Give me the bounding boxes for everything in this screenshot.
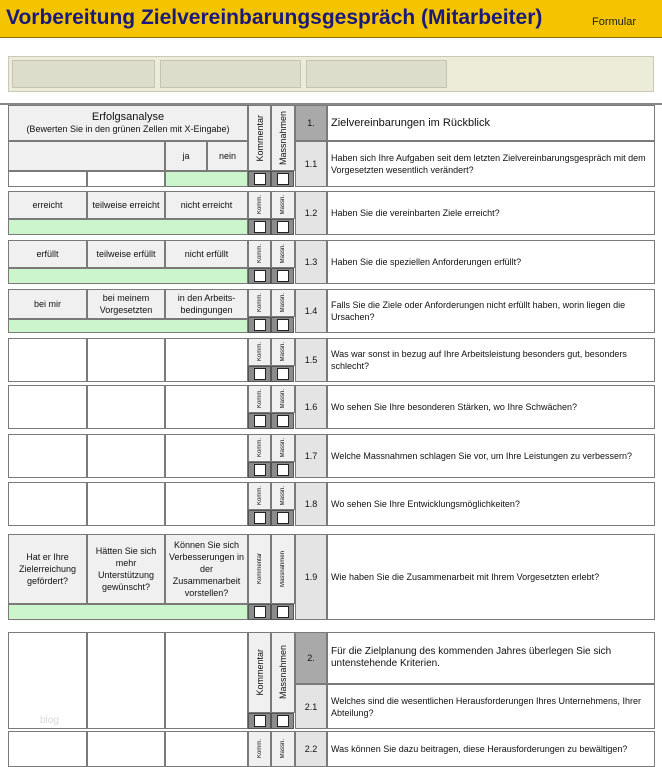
massn-short-header <box>271 240 295 268</box>
question-number <box>295 482 327 526</box>
question-text-text: Haben Sie die speziellen Anforderungen erfüllt? <box>331 257 522 267</box>
free-cell[interactable] <box>8 731 87 767</box>
checkbox[interactable] <box>254 464 266 476</box>
question-number-text: 2.1 <box>304 701 318 712</box>
checkbox[interactable] <box>254 173 266 185</box>
massnahmen-header <box>271 632 295 713</box>
question-text <box>327 534 655 620</box>
free-cell[interactable] <box>87 434 165 478</box>
no-header-text: nein <box>218 151 236 161</box>
checkbox[interactable] <box>254 368 266 380</box>
massn-short-header-text: Massn. <box>280 244 286 264</box>
question-text-text: Welche Massnahmen schlagen Sie vor, um Ihre Leistungen zu verbessern? <box>331 451 632 461</box>
massnahmen-checkbox <box>271 462 294 478</box>
checkbox[interactable] <box>277 270 289 282</box>
massn-short-header <box>271 289 295 317</box>
checkbox[interactable] <box>277 319 289 331</box>
section-number-text: 1. <box>307 118 315 128</box>
massn-short-header <box>271 482 295 510</box>
section-heading-text: Zielvereinbarungen im Rückblick <box>331 117 490 129</box>
free-cell[interactable] <box>87 338 165 382</box>
option-label <box>165 534 248 604</box>
question-number <box>295 684 327 729</box>
checkbox[interactable] <box>277 173 289 185</box>
massnahmen-header <box>271 105 295 171</box>
kommentar-checkbox-2-1 <box>248 713 271 729</box>
question-text-text: Haben sich Ihre Aufgaben seit dem letzten Zielvereinbarungsgespräch mit dem Vorgesetzten wesentlich verändert? <box>331 153 646 175</box>
kommentar-checkbox <box>248 268 271 284</box>
massnahmen-header-text: Massnahmen <box>280 550 286 588</box>
komm-short-header <box>248 434 271 462</box>
question-text-text: Wo sehen Sie Ihre besonderen Stärken, wo Ihre Schwächen? <box>331 402 577 412</box>
kommentar-checkbox-1-1 <box>248 171 271 187</box>
no-header <box>207 141 248 171</box>
question-text-text: Falls Sie die Ziele oder Anforderungen nicht erfüllt haben, worin liegen die Ursachen? <box>331 300 626 322</box>
kommentar-checkbox <box>248 604 271 620</box>
massnahmen-checkbox <box>271 510 294 526</box>
question-number-text: 2.2 <box>304 744 318 754</box>
massnahmen-checkbox <box>271 268 294 284</box>
question-number <box>295 434 327 478</box>
free-cell[interactable] <box>87 482 165 526</box>
massn-short-header-text: Massn. <box>280 195 286 215</box>
checkbox[interactable] <box>254 270 266 282</box>
komm-short-header <box>248 191 271 219</box>
checkbox[interactable] <box>277 512 289 524</box>
option-label <box>87 534 165 604</box>
section-number-text: 2. <box>307 653 315 663</box>
question-number <box>295 191 327 235</box>
komm-short-header <box>248 240 271 268</box>
option-label-text: bei mir <box>33 299 61 309</box>
question-text <box>327 684 655 729</box>
kommentar-header-text: Kommentar <box>254 114 265 162</box>
checkbox[interactable] <box>254 606 266 618</box>
checkbox[interactable] <box>277 606 289 618</box>
question-text-text: Welches sind die wesentlichen Herausforderungen Ihres Unternehmens, Ihrer Abteilung? <box>331 695 641 718</box>
komm-short-header-text: Komm. <box>256 389 263 409</box>
free-cell[interactable] <box>165 434 248 478</box>
option-label <box>8 289 87 319</box>
question-number-text: 1.6 <box>304 402 318 412</box>
massn-short-header-text: Massn. <box>280 438 286 458</box>
answer-row[interactable] <box>8 604 248 620</box>
blank-label <box>8 141 165 171</box>
free-cell[interactable] <box>165 482 248 526</box>
input-cell[interactable] <box>87 171 165 187</box>
free-cell[interactable] <box>8 338 87 382</box>
option-label <box>165 191 248 219</box>
question-number <box>295 731 327 767</box>
answer-row[interactable] <box>8 319 248 333</box>
massnahmen-checkbox-1-1 <box>271 171 294 187</box>
question-text <box>327 141 655 187</box>
checkbox[interactable] <box>254 415 266 427</box>
section-heading <box>327 632 655 684</box>
option-label-text: Hat er Ihre Zielerreichung gefördert? <box>18 552 77 586</box>
komm-short-header <box>248 385 271 413</box>
massn-short-header <box>271 434 295 462</box>
massnahmen-header-text: Massnahmen <box>278 110 288 166</box>
option-label-text: in den Arbeits-bedingungen <box>177 293 236 315</box>
kommentar-header-text: Kommentar <box>254 649 265 696</box>
checkbox[interactable] <box>277 415 289 427</box>
massn-short-header <box>271 731 295 767</box>
option-label-text: nicht erfüllt <box>184 249 229 259</box>
free-cell[interactable] <box>8 482 87 526</box>
kommentar-checkbox <box>248 317 271 333</box>
answer-row[interactable] <box>8 268 248 284</box>
question-text <box>327 240 655 284</box>
question-number-text: 1.5 <box>304 355 318 365</box>
checkbox[interactable] <box>254 715 266 727</box>
yes-header-text: ja <box>182 151 190 161</box>
checkbox[interactable] <box>277 221 289 233</box>
kommentar-checkbox <box>248 510 271 526</box>
free-cell[interactable] <box>87 385 165 429</box>
checkbox[interactable] <box>277 464 289 476</box>
free-cell[interactable] <box>165 731 248 767</box>
question-text-text: Was war sonst in bezug auf Ihre Arbeitsleistung besonders gut, besonders schlecht? <box>331 349 627 371</box>
form-button-1[interactable] <box>12 60 155 88</box>
komm-short-header-text: Komm. <box>256 195 263 215</box>
massnahmen-checkbox <box>271 219 294 235</box>
kommentar-header-text: Kommentar <box>256 553 263 585</box>
question-text <box>327 731 655 767</box>
option-label-text: Hätten Sie sich mehr Unterstützung gewünscht? <box>95 546 157 592</box>
option-label-text: erfüllt <box>36 249 59 259</box>
option-label <box>165 240 248 268</box>
question-number-text: 1.8 <box>304 499 318 509</box>
question-number-text: 1.9 <box>304 572 318 582</box>
question-number-text: 1.1 <box>304 159 318 169</box>
question-number-text: 1.4 <box>304 306 318 316</box>
section-number <box>295 632 327 684</box>
question-number <box>295 385 327 429</box>
question-text-text: Haben Sie die vereinbarten Ziele erreicht? <box>331 208 500 218</box>
kommentar-checkbox <box>248 219 271 235</box>
massnahmen-header-text: Massnahmen <box>278 645 288 700</box>
question-number-text: 1.7 <box>304 451 318 461</box>
option-label-text: nicht erreicht <box>180 200 233 210</box>
checkbox[interactable] <box>254 319 266 331</box>
free-cell[interactable] <box>87 632 165 729</box>
form-button-2[interactable] <box>160 60 301 88</box>
form-button-3[interactable] <box>306 60 447 88</box>
komm-short-header <box>248 289 271 317</box>
massn-short-header-text: Massn. <box>280 739 286 759</box>
checkbox[interactable] <box>254 512 266 524</box>
massn-short-header <box>271 191 295 219</box>
komm-short-header-text: Komm. <box>256 739 263 759</box>
question-number <box>295 338 327 382</box>
question-text <box>327 338 655 382</box>
komm-short-header-text: Komm. <box>256 244 263 264</box>
answer-row[interactable] <box>8 219 248 235</box>
kommentar-checkbox <box>248 413 271 429</box>
massn-short-header-text: Massn. <box>280 389 286 409</box>
kommentar-checkbox <box>248 366 271 382</box>
komm-short-header <box>248 482 271 510</box>
komm-short-header-text: Komm. <box>256 293 263 313</box>
yes-header <box>165 141 207 171</box>
option-label <box>8 534 87 604</box>
massnahmen-checkbox <box>271 366 294 382</box>
free-cell[interactable] <box>8 434 87 478</box>
kommentar-header <box>248 105 271 171</box>
massn-short-header-text: Massn. <box>280 486 286 506</box>
section-heading <box>327 105 655 141</box>
question-number <box>295 534 327 620</box>
massnahmen-checkbox <box>271 413 294 429</box>
section-number <box>295 105 327 141</box>
massnahmen-checkbox <box>271 317 294 333</box>
option-label-text: Können Sie sich Verbesserungen in der Zusammenarbeit vorstellen? <box>168 540 245 598</box>
question-number <box>295 141 327 187</box>
option-label <box>165 289 248 319</box>
option-label-text: teilweise erreicht <box>92 200 160 210</box>
massn-short-header-text: Massn. <box>280 342 286 362</box>
question-text-text: Wo sehen Sie Ihre Entwicklungsmöglichkeiten? <box>331 499 520 509</box>
question-number-text: 1.2 <box>304 208 318 218</box>
massnahmen-checkbox <box>271 604 294 620</box>
option-label <box>87 289 165 319</box>
komm-short-header-text: Komm. <box>256 342 263 362</box>
watermark: blog <box>40 715 59 726</box>
free-cell[interactable] <box>165 338 248 382</box>
input-cell[interactable] <box>8 171 87 187</box>
kommentar-checkbox <box>248 462 271 478</box>
free-cell[interactable] <box>87 731 165 767</box>
kommentar-header <box>248 632 271 713</box>
question-number <box>295 289 327 333</box>
section-heading-text: Für die Zielplanung des kommenden Jahres überlegen Sie sich untenstehende Kriterien. <box>331 646 612 669</box>
question-text <box>327 289 655 333</box>
analysis-header-text: Erfolgsanalyse <box>91 111 165 123</box>
komm-short-header-text: Komm. <box>256 438 263 458</box>
answer-cell[interactable] <box>165 171 248 187</box>
option-label-text: bei meinem Vorgesetzten <box>99 293 153 315</box>
analysis-header <box>8 105 248 141</box>
free-cell[interactable] <box>8 385 87 429</box>
option-label <box>8 240 87 268</box>
komm-short-header-text: Komm. <box>256 486 263 506</box>
massn-short-header-text: Massn. <box>280 293 286 313</box>
analysis-subtitle: (Bewerten Sie in den grünen Zellen mit X-Eingabe) <box>26 124 230 134</box>
form-label: Formular <box>592 16 637 28</box>
option-label <box>8 191 87 219</box>
question-text-text: Wie haben Sie die Zusammenarbeit mit Ihrem Vorgesetzten erlebt? <box>331 572 600 582</box>
question-number-text: 1.3 <box>304 257 318 267</box>
question-text <box>327 434 655 478</box>
question-text <box>327 482 655 526</box>
komm-short-header <box>248 338 271 366</box>
checkbox[interactable] <box>254 221 266 233</box>
massn-short-header <box>271 385 295 413</box>
option-label <box>87 191 165 219</box>
question-text <box>327 191 655 235</box>
page-title: Vorbereitung Zielvereinbarungsgespräch (Mitarbeiter) <box>6 6 543 29</box>
checkbox[interactable] <box>277 715 289 727</box>
komm-short-header <box>248 731 271 767</box>
question-number <box>295 240 327 284</box>
kommentar-header <box>248 534 271 604</box>
massnahmen-checkbox-2-1 <box>271 713 294 729</box>
free-cell[interactable] <box>165 632 248 729</box>
option-label-text: erreicht <box>32 200 63 210</box>
massn-short-header <box>271 338 295 366</box>
question-text <box>327 385 655 429</box>
question-text-text: Was können Sie dazu beitragen, diese Herausforderungen zu bewältigen? <box>331 744 628 754</box>
free-cell[interactable] <box>165 385 248 429</box>
massnahmen-header <box>271 534 295 604</box>
option-label <box>87 240 165 268</box>
option-label-text: teilweise erfüllt <box>96 249 156 259</box>
checkbox[interactable] <box>277 368 289 380</box>
